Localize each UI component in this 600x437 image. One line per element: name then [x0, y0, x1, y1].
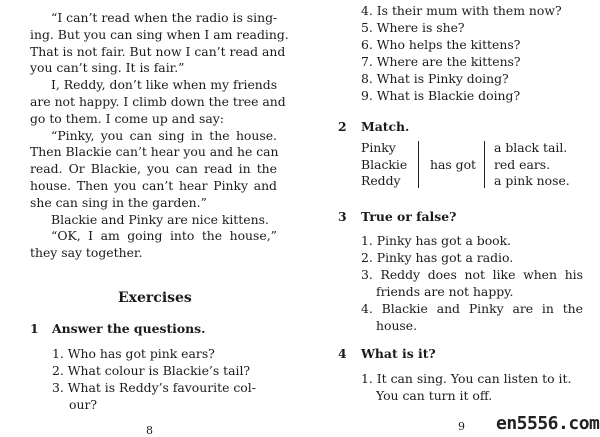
story-paragraph-4 [30, 212, 277, 229]
match-divider-left [418, 141, 419, 188]
story-line: go to them. I come up and say: [30, 110, 224, 126]
exercise-1-number: 1 [30, 321, 39, 336]
story-line: “I can’t read when the radio is sing- [51, 10, 278, 25]
story-line: ing. But you can sing when I am reading. [30, 26, 289, 42]
match-names [361, 140, 407, 190]
story-paragraph-1 [30, 10, 289, 77]
story-text [30, 10, 289, 262]
exercise-4-title: What is it? [361, 346, 436, 361]
story-line: Then Blackie can’t hear you and he can [30, 144, 279, 160]
story-line: they say together. [30, 245, 143, 261]
story-line: Blackie and Pinky are nice kittens. [51, 211, 269, 227]
story-line: “Pinky, you can sing in the house. [51, 127, 277, 143]
match-name: Blackie [361, 156, 408, 172]
exercise-1-continued-list [361, 2, 562, 104]
list-item-continuation: friends are not happy. [376, 284, 514, 299]
story-line: read. Or Blackie, you can read in the [30, 161, 277, 177]
exercises-title: Exercises [118, 290, 192, 306]
story-line: she can sing in the garden.” [30, 194, 207, 210]
match-verb: has got [430, 157, 477, 172]
list-item: 8. What is Pinky doing? [361, 71, 509, 86]
list-item: 4. Blackie and Pinky are in the [361, 301, 583, 316]
exercise-1-title: Answer the questions. [52, 321, 206, 336]
story-line: I, Reddy, don’t like when my friends [51, 77, 278, 93]
match-divider-right [484, 141, 485, 188]
list-item: 3. What is Reddy’s favourite col- [52, 380, 256, 395]
story-line: “OK, I am going into the house,” [51, 228, 277, 244]
story-line: That is not fair. But now I can’t read and [30, 43, 286, 59]
story-paragraph-2 [30, 77, 286, 127]
exercise-3-number: 3 [338, 209, 347, 224]
story-paragraph-5 [30, 228, 277, 262]
list-item: 2. What colour is Blackie’s tail? [52, 363, 251, 378]
story-line: house. Then you can’t hear Pinky and [30, 177, 277, 193]
match-object: a black tail. [494, 140, 568, 155]
match-name: Reddy [361, 173, 401, 188]
list-item: 1. It can sing. You can listen to it. [361, 371, 572, 386]
exercise-4-list [361, 370, 571, 404]
list-item: 3. Reddy does not like when his [361, 267, 583, 282]
list-item: 7. Where are the kittens? [361, 54, 521, 69]
right-page [300, 0, 600, 437]
story-line: are not happy. I climb down the tree and [30, 93, 286, 109]
story-line: you can’t sing. It is fair.” [30, 60, 185, 76]
exercise-2-title: Match. [361, 119, 410, 134]
list-item: 4. Is their mum with them now? [361, 3, 562, 18]
list-item-continuation: house. [376, 318, 418, 333]
list-item: our? [69, 397, 98, 412]
list-item-continuation: You can turn it off. [376, 388, 493, 403]
watermark: en5556.com [496, 413, 600, 434]
exercise-4-number: 4 [338, 346, 347, 361]
story-paragraph-3 [30, 128, 277, 212]
exercise-3-title: True or false? [361, 209, 457, 224]
exercise-3-list [361, 232, 583, 334]
list-item: 5. Where is she? [361, 20, 465, 35]
match-name: Pinky [361, 140, 396, 155]
exercise-1-list [52, 345, 256, 413]
list-item: 2. Pinky has got a radio. [361, 250, 514, 265]
match-objects [494, 140, 570, 190]
match-object: red ears. [494, 156, 551, 172]
page-number-right: 9 [458, 420, 465, 433]
list-item: 9. What is Blackie doing? [361, 88, 521, 103]
list-item: 1. Who has got pink ears? [52, 346, 215, 361]
page-number-left: 8 [146, 424, 153, 437]
list-item: 1. Pinky has got a book. [361, 233, 512, 248]
list-item: 6. Who helps the kittens? [361, 37, 521, 52]
exercise-2-number: 2 [338, 119, 347, 134]
match-object: a pink nose. [494, 173, 570, 188]
